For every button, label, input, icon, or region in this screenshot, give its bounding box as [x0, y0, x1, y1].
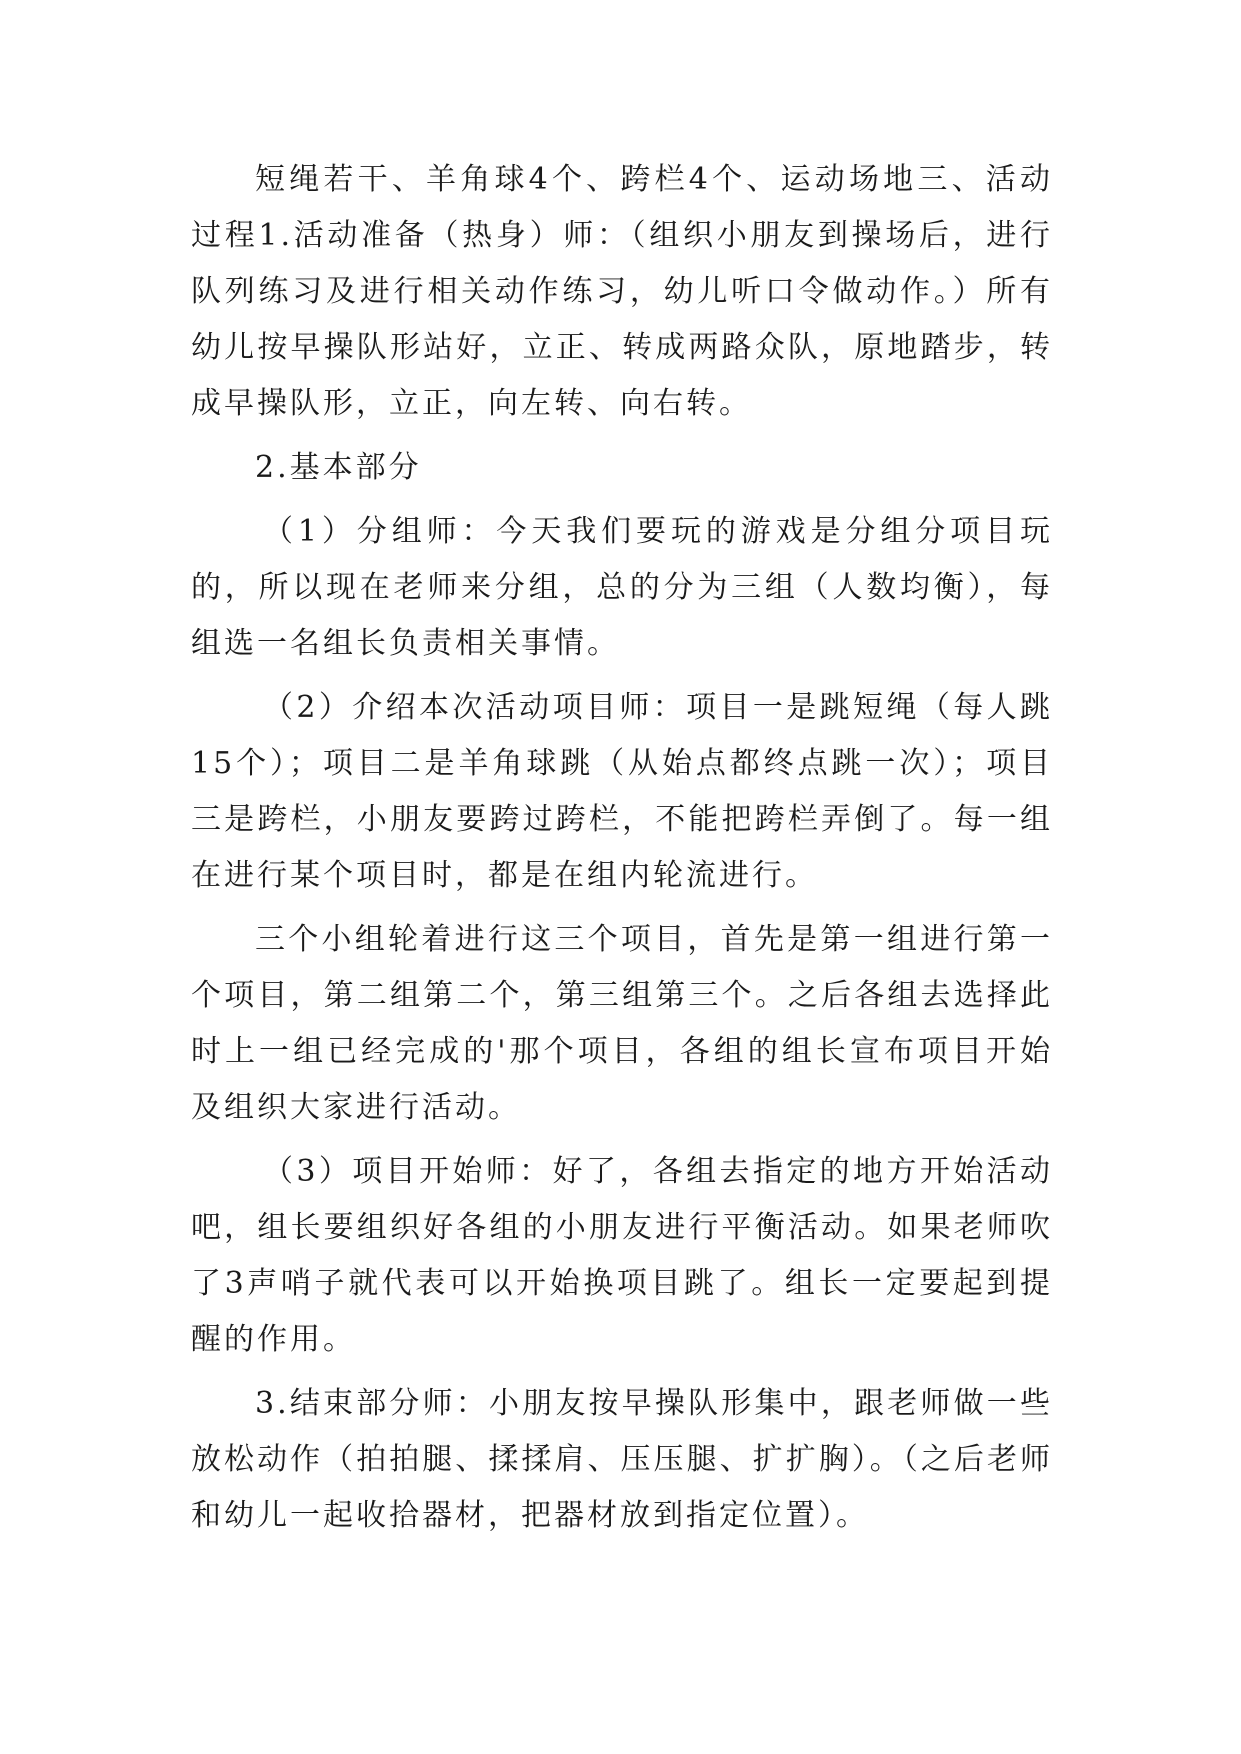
paragraph-materials: 短绳若干、羊角球4个、跨栏4个、运动场地三、活动过程1.活动准备（热身）师：（组织小朋友到操场后，进行队列练习及进行相关动作练习，幼儿听口令做动作。）所有幼儿按早操队形站好，立正、转成两路众队，原地踏步，转成早操队形，立正，向左转、向右转。: [191, 162, 1053, 421]
paragraph-rotation: 三个小组轮着进行这三个项目，首先是第一组进行第一个项目，第二组第二个，第三组第三个。之后各组去选择此时上一组已经完成的'那个项目，各组的组长宣布项目开始及组织大家进行活动。: [191, 922, 1053, 1125]
paragraph-project-intro: （2）介绍本次活动项目师：项目一是跳短绳（每人跳15个）；项目二是羊角球跳（从始点都终点跳一次）；项目三是跨栏，小朋友要跨过跨栏，不能把跨栏弄倒了。每一组在进行某个项目时，都是在组内轮流进行。: [191, 690, 1053, 893]
paragraph-project-start: （3）项目开始师：好了，各组去指定的地方开始活动吧，组长要组织好各组的小朋友进行平衡活动。如果老师吹了3声哨子就代表可以开始换项目跳了。组长一定要起到提醒的作用。: [191, 1154, 1053, 1357]
paragraph-ending: 3.结束部分师：小朋友按早操队形集中，跟老师做一些放松动作（拍拍腿、揉揉肩、压压腿、扩扩胸）。（之后老师和幼儿一起收拾器材，把器材放到指定位置）。: [191, 1386, 1053, 1533]
paragraph-basic-section-heading: 2.基本部分: [255, 450, 422, 485]
document-body: [191, 152, 1053, 1552]
paragraph-grouping: （1）分组师：今天我们要玩的游戏是分组分项目玩的，所以现在老师来分组，总的分为三组（人数均衡），每组选一名组长负责相关事情。: [191, 514, 1053, 661]
